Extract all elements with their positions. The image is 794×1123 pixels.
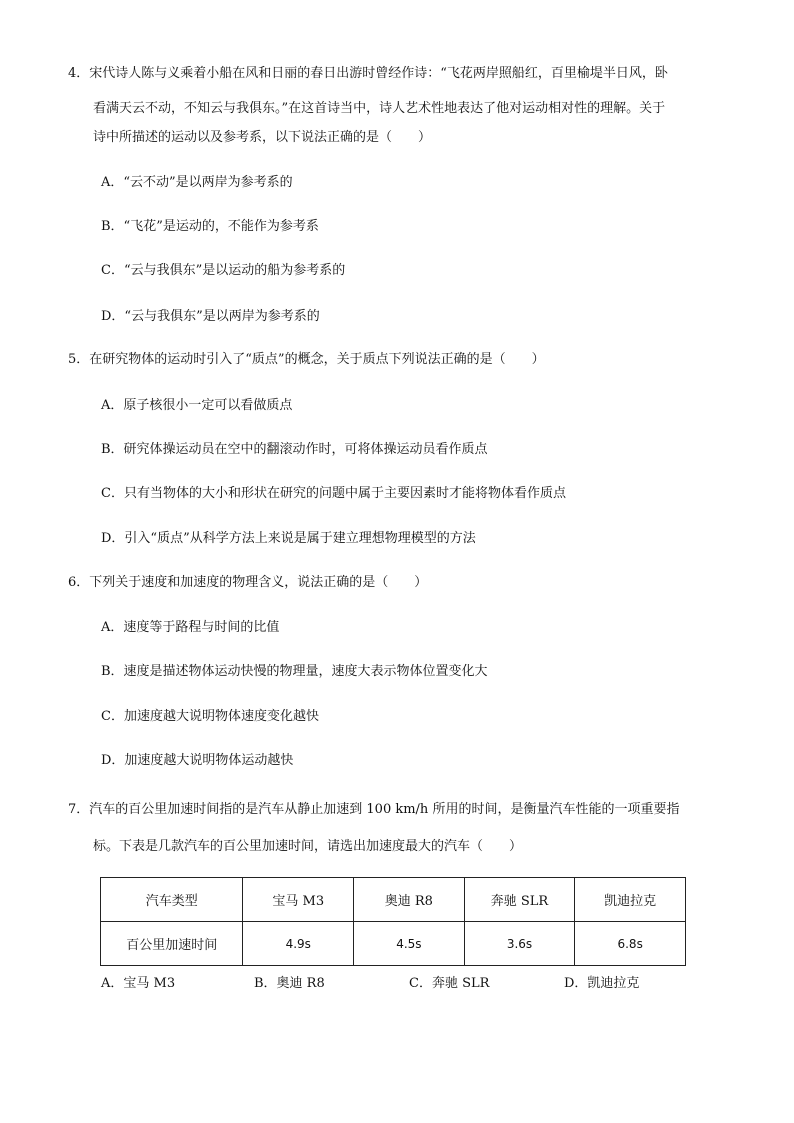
q7-answer-c: C．奔驰 SLR [409,976,490,991]
q5-option-a: A．原子核很小一定可以看做质点 [101,398,293,413]
q4-stem-line-2: 看满天云不动，不知云与我俱东。”在这首诗当中，诗人艺术性地表达了他对运动相对性的理解。关于 [93,101,666,116]
table-cell: 奔驰 SLR [464,878,575,922]
table-cell: 6.8s [575,922,686,966]
q5-option-c: C．只有当物体的大小和形状在研究的问题中属于主要因素时才能将物体看作质点 [101,486,566,501]
q5-option-b: B．研究体操运动员在空中的翻滚动作时，可将体操运动员看作质点 [101,442,488,457]
q6-option-b: B．速度是描述物体运动快慢的物理量，速度大表示物体位置变化大 [101,664,488,679]
q6-option-c: C．加速度越大说明物体速度变化越快 [101,709,319,724]
table-cell: 汽车类型 [101,878,243,922]
q4-option-b: B．“飞花”是运动的，不能作为参考系 [101,219,319,234]
table-cell: 百公里加速时间 [101,922,243,966]
table-cell: 3.6s [464,922,575,966]
q4-option-a: A．“云不动”是以两岸为参考系的 [101,175,293,190]
acceleration-table [100,877,686,966]
q7-stem-line-1: 7．汽车的百公里加速时间指的是汽车从静止加速到 100 km/h 所用的时间，是衡量汽车性能的一项重要指 [68,802,680,817]
q7-answer-d: D．凯迪拉克 [564,976,640,991]
q6-option-a: A．速度等于路程与时间的比值 [101,620,280,635]
table-cell: 4.9s [243,922,354,966]
q4-stem-line-1: 4．宋代诗人陈与义乘着小船在风和日丽的春日出游时曾经作诗：“飞花两岸照船红，百里榆堤半日风，卧 [68,66,668,81]
q7-answer-b: B．奥迪 R8 [254,976,325,991]
q6-option-d: D．加速度越大说明物体运动越快 [101,753,294,768]
table-cell: 凯迪拉克 [575,878,686,922]
q5-option-d: D．引入“质点”从科学方法上来说是属于建立理想物理模型的方法 [101,531,476,546]
table-cell: 奥迪 R8 [354,878,465,922]
q7-answer-a: A．宝马 M3 [101,976,176,991]
q5-stem: 5．在研究物体的运动时引入了“质点”的概念，关于质点下列说法正确的是（ ） [68,352,545,367]
table-row [101,922,686,966]
q4-stem-line-3: 诗中所描述的运动以及参考系，以下说法正确的是（ ） [93,130,432,145]
q6-stem: 6．下列关于速度和加速度的物理含义，说法正确的是（ ） [68,575,428,590]
q7-stem-line-2: 标。下表是几款汽车的百公里加速时间，请选出加速度最大的汽车（ ） [93,839,523,854]
q4-option-d: D．“云与我俱东”是以两岸为参考系的 [101,309,320,324]
table-cell: 4.5s [354,922,465,966]
table-header-row [101,878,686,922]
table-cell: 宝马 M3 [243,878,354,922]
q4-option-c: C．“云与我俱东”是以运动的船为参考系的 [101,263,346,278]
